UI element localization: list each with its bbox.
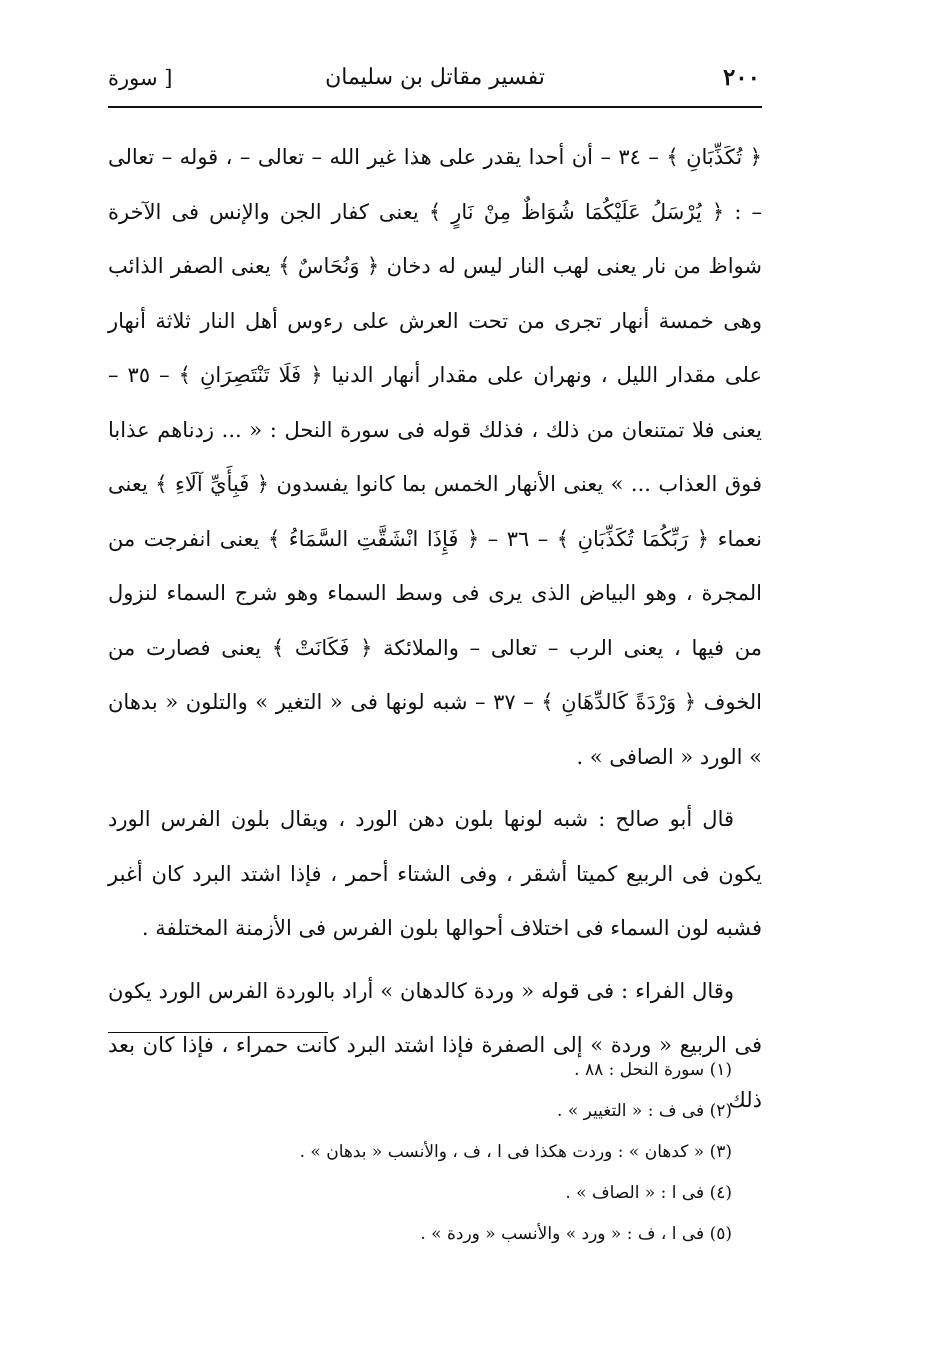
page-header: [108, 58, 762, 98]
section-tag: [ سورة: [108, 66, 173, 90]
paragraph: ﴿ تُكَذِّبَانِ ﴾ – ٣٤ – أن أحدا يقدر على هذا غير الله – تعالى – ، قوله – تعالى – : ﴿ يُرْسَلُ عَلَيْكُمَا شُوَاظٌ مِنْ نَارٍ ﴾ يعنى كفار الجن والإنس فى الآخرة شواظ من نار يعنى لهب النار ليس له دخان ﴿ وَنُحَاسٌ ﴾ يعنى الصفر الذائب وهى خمسة أنهار تجرى من تحت العرش على رءوس أهل النار ثلاثة أنهار على مقدار الليل ، ونهران على مقدار أنهار الدنيا ﴿ فَلَا تَنْتَصِرَانِ ﴾ – ٣٥ – يعنى فلا تمتنعان من ذلك ، فذلك قوله فى سورة النحل : « ... زدناهم عذابا فوق العذاب ... » يعنى الأنهار الخمس بما كانوا يفسدون ﴿ فَبِأَيِّ آلَاءِ ﴾ يعنى نعماء ﴿ رَبِّكُمَا تُكَذِّبَانِ ﴾ – ٣٦ – ﴿ فَإِذَا انْشَقَّتِ السَّمَاءُ ﴾ يعنى انفرجت من المجرة ، وهو البياض الذى يرى فى وسط السماء وهو شرج السماء لنزول من فيها ، يعنى الرب – تعالى – والملائكة ﴿ فَكَانَتْ ﴾ يعنى فصارت من الخوف ﴿ وَرْدَةً كَالدِّهَانِ ﴾ – ٣٧ – شبه لونها فى « التغير » والتلون « بدهان » الورد « الصافى » .: [108, 145, 762, 769]
footnote: (١) سورة النحل : ٨٨ .: [574, 1060, 732, 1080]
main-text: [108, 130, 762, 1135]
footnote: (٢) فى ف : « التغيير » .: [557, 1101, 732, 1121]
footnote: (٥) فى ا ، ف : « ورد » والأنسب « وردة » .: [420, 1224, 732, 1244]
header-rule: [108, 106, 762, 108]
page: [108, 40, 762, 1330]
running-title: تفسير مقاتل بن سليمان: [325, 65, 545, 90]
footnotes: [248, 1050, 732, 1255]
paragraph: قال أبو صالح : شبه لونها بلون دهن الورد ، ويقال بلون الفرس الورد يكون فى الربيع كميتا أشقر ، وفى الشتاء أحمر ، فإذا اشتد البرد كان أغبر فشبه لون السماء فى اختلاف أحوالها بلون الفرس فى الأزمنة المختلفة .: [108, 807, 762, 940]
footnote-rule: [108, 1032, 328, 1033]
footnote: (٣) « كدهان » : وردت هكذا فى ا ، ف ، والأنسب « بدهان » .: [299, 1142, 732, 1162]
footnote: (٤) فى ا : « الصاف » .: [565, 1183, 732, 1203]
paragraph: وقال الفراء : فى قوله « وردة كالدهان » أراد بالوردة الفرس الورد يكون فى الربيع « وردة » إلى الصفرة فإذا اشتد البرد كانت حمراء ، فإذا كان بعد ذلك: [108, 978, 762, 1112]
page-number: ٢٠٠: [722, 64, 760, 91]
